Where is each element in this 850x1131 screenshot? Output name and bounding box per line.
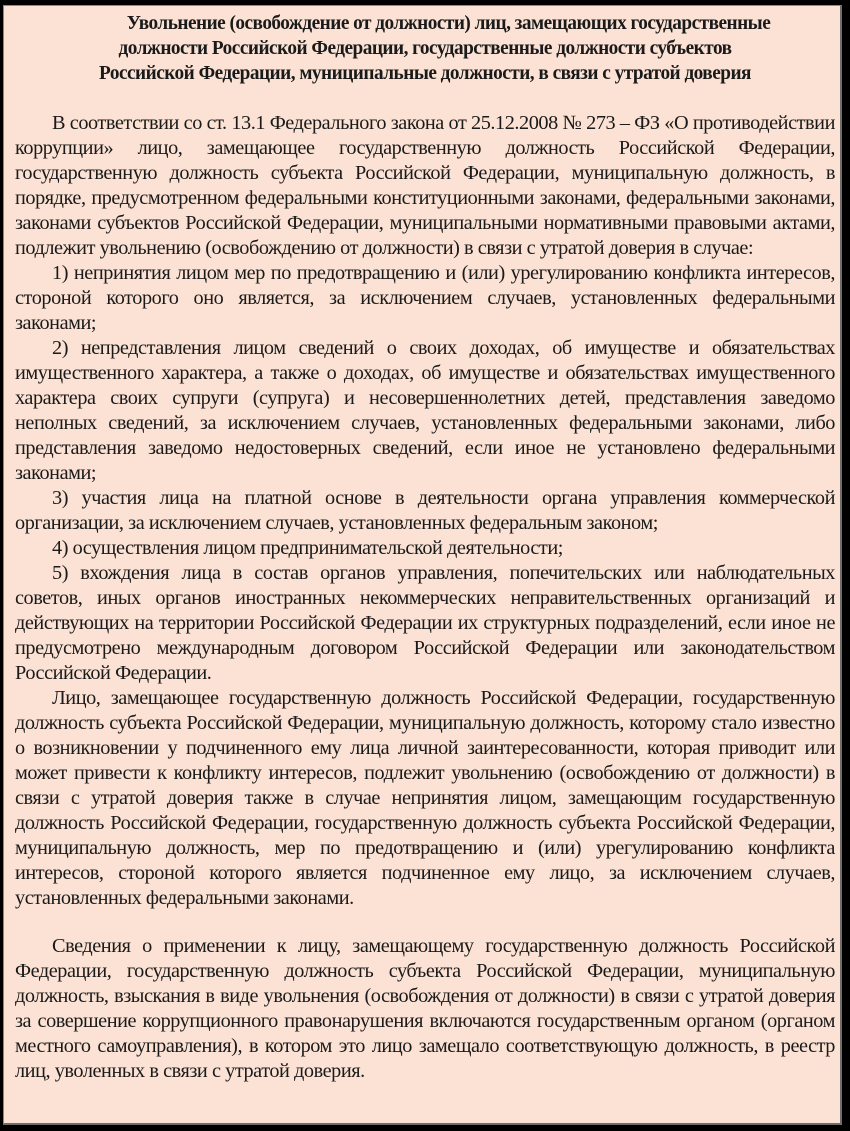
list-item-1: 1) непринятия лицом мер по предотвращению и (или) урегулированию конфликта интересов, стороной которого оно является, за исключением случаев, установленных федеральными законами;: [15, 262, 835, 334]
paragraph-registry: Сведения о применении к лицу, замещающему государственную должность Российской Федерации, государственную должность субъекта Российской Федерации, муниципальную должность, взыскания в виде увольнения (освобождения от должности) в связи с утратой доверия за совершение коррупционного правонарушения включаются государственным органом (органом местного самоуправления), в котором это лицо замещало соответствующую должность, в реестр лиц, уволенных в связи с утратой доверия.: [15, 935, 835, 1082]
document-frame: [3, 5, 842, 1125]
paragraph-intro: В соответствии со ст. 13.1 Федерального закона от 25.12.2008 № 273 – ФЗ «О противодействии коррупции» лицо, замещающее государственную должность Российской Федерации, государственную должность субъекта Российской Федерации, муниципальную должность, в порядке, предусмотренном федеральными конституционными законами, федеральными законами, законами субъектов Российской Федерации, муниципальными нормативными правовыми актами, подлежит увольнению (освобождению от должности) в связи с утратой доверия в случае:: [15, 112, 835, 259]
title-line-1: Увольнение (освобождение от должности) лиц, замещающих государственные: [126, 12, 771, 34]
title-line-3: Российской Федерации, муниципальные должности, в связи с утратой доверия: [99, 62, 751, 84]
list-item-3: 3) участия лица на платной основе в деятельности органа управления коммерческой организации, за исключением случаев, установленных федеральным законом;: [15, 487, 835, 534]
paragraph-subordinate-conflict: Лицо, замещающее государственную должность Российской Федерации, государственную должность субъекта Российской Федерации, муниципальную должность, которому стало известно о возникновении у подчиненного ему лица личной заинтересованности, которая приводит или может привести к конфликту интересов, подлежит увольнению (освобождению от должности) в связи с утратой доверия также в случае непринятия лицом, замещающим государственную должность Российской Федерации, государственную должность субъекта Российской Федерации, муниципальную должность, мер по предотвращению и (или) урегулированию конфликта интересов, стороной которого является подчиненное ему лицо, за исключением случаев, установленных федеральными законами.: [15, 687, 835, 909]
document-content: [15, 11, 835, 1084]
list-item-5: 5) вхождения лица в состав органов управления, попечительских или наблюдательных советов, иных органов иностранных некоммерческих неправительственных организаций и действующих на территории Российской Федерации их структурных подразделений, если иное не предусмотрено международным договором Российской Федерации или законодательством Российской Федерации.: [15, 562, 835, 684]
document-body: [15, 111, 835, 1084]
document-title: [40, 11, 811, 86]
title-line-2: должности Российской Федерации, государственные должности субъектов: [118, 37, 732, 59]
list-item-4: 4) осуществления лицом предпринимательской деятельности;: [52, 537, 563, 559]
list-item-2: 2) непредставления лицом сведений о своих доходах, об имуществе и обязательствах имущественного характера, а также о доходах, об имуществе и обязательствах имущественного характера своих супруги (супруга) и несовершеннолетних детей, представления заведомо неполных сведений, за исключением случаев, установленных федеральными законами, либо представления заведомо недостоверных сведений, если иное не установлено федеральными законами;: [15, 337, 835, 484]
